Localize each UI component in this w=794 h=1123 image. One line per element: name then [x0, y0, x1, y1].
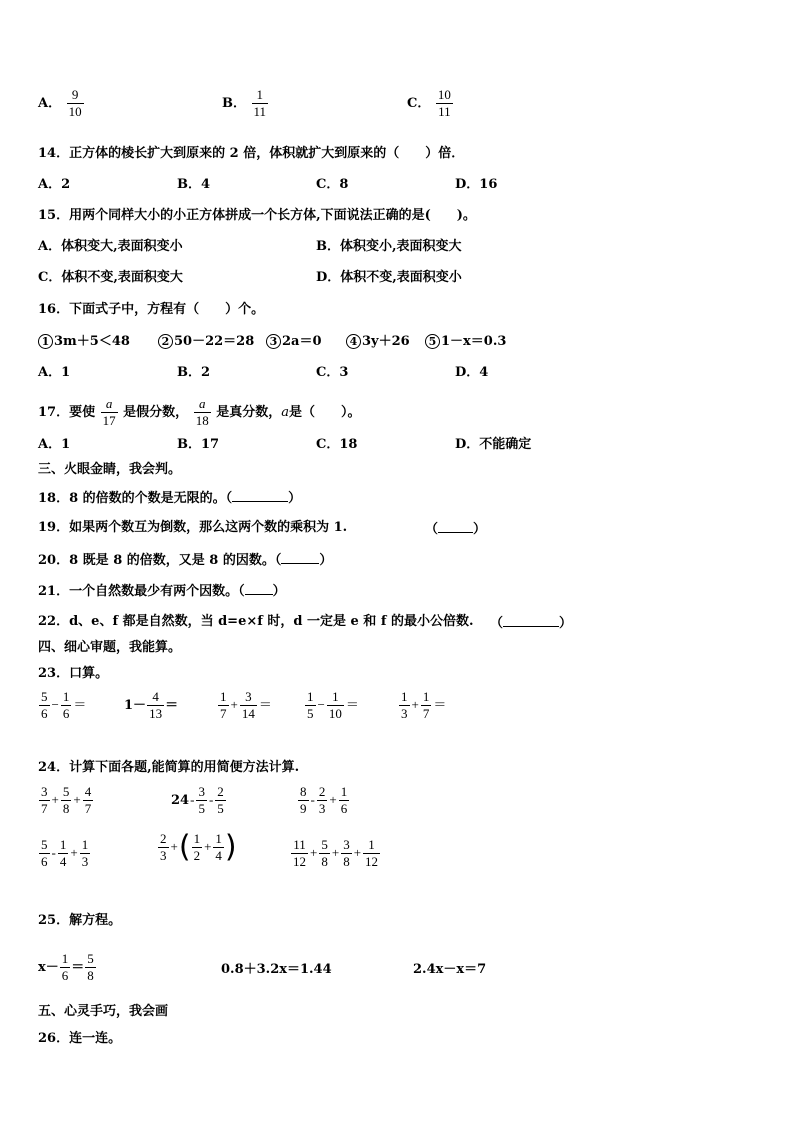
q16-option-c: C．3: [316, 365, 349, 380]
q25-eq-2: 0.8＋3.2x＝1.44: [221, 962, 332, 977]
q23-stem: 23．口算。: [38, 666, 109, 681]
answer-blank[interactable]: [232, 488, 288, 502]
q15-option-c: C．体积不变,表面积变大: [38, 270, 183, 285]
fraction: $\frac{2}{5}$: [217, 784, 224, 816]
q18: 18．8 的倍数的个数是无限的。（ ）: [38, 488, 301, 508]
q24-expr-2: 24- $\frac{3}{5}$ - $\frac{2}{5}$: [171, 784, 224, 816]
q15-option-b: B．体积变小,表面积变大: [316, 239, 462, 254]
q24-expr-1: $\frac{3}{7}$ + $\frac{5}{8}$ + $\frac{4}{7}$: [41, 784, 92, 816]
q16-item-2: 2 50－22＝28: [158, 333, 254, 351]
fraction: $\frac{1}{6}$: [340, 784, 348, 816]
q16-option-a: A．1: [38, 365, 71, 380]
q23-expr-2: 1－ $\frac{4}{13}$ ＝: [124, 689, 179, 721]
q14-option-c: C．8: [316, 177, 349, 192]
answer-blank[interactable]: [245, 581, 273, 595]
circled-number: 2: [158, 334, 173, 349]
q17-stem: 17．要使 $\frac{a}{17}$ 是假分数， $\frac{a}{18}$ 是真分数，a是（ ）。: [38, 396, 361, 428]
fraction: $\frac{3}{5}$: [198, 784, 205, 816]
answer-blank[interactable]: [438, 519, 473, 533]
fraction: $\frac{a}{17}$: [102, 396, 116, 428]
fraction: $\frac{a}{18}$: [195, 396, 209, 428]
q17-option-b: B．17: [177, 437, 220, 452]
q24-expr-5: $\frac{2}{3}$ +( $\frac{1}{2}$ + $\frac{1}{4}$ ): [160, 829, 237, 865]
answer-blank[interactable]: [503, 613, 559, 627]
fraction: $\frac{2}{3}$: [160, 831, 167, 863]
fraction: $\frac{1}{7}$: [220, 689, 227, 721]
fraction: $\frac{1}{6}$: [61, 951, 69, 983]
fraction: $\frac{4}{7}$: [84, 784, 92, 816]
fraction: $\frac{1}{7}$: [422, 689, 430, 721]
fraction: $\frac{5}{8}$: [321, 837, 328, 869]
q20: 20．8 既是 8 的倍数，又是 8 的因数。（ ）: [38, 550, 332, 570]
fraction: $\frac{1}{11}$: [253, 87, 267, 119]
q22-answer: （ ）: [490, 613, 572, 633]
q24-expr-4: $\frac{5}{6}$ - $\frac{1}{4}$ + $\frac{1}{3}$: [41, 837, 89, 869]
q13-option-a: A． $\frac{9}{10}$: [38, 87, 82, 119]
fraction: $\frac{3}{8}$: [343, 837, 350, 869]
q17-option-a: A．1: [38, 437, 71, 452]
q14-option-a: A．2: [38, 177, 71, 192]
fraction: $\frac{1}{6}$: [62, 689, 70, 721]
circled-number: 1: [38, 334, 53, 349]
fraction: $\frac{1}{2}$: [193, 831, 201, 863]
q13-option-c: C． $\frac{10}{11}$: [407, 87, 451, 119]
q23-expr-1: $\frac{5}{6}$ − $\frac{1}{6}$ ＝: [41, 689, 87, 721]
section-5-heading: 五、心灵手巧，我会画: [38, 1004, 169, 1019]
circled-number: 3: [266, 334, 281, 349]
fraction: $\frac{1}{10}$: [328, 689, 342, 721]
section-3-heading: 三、火眼金睛，我会判。: [38, 462, 182, 477]
fraction: $\frac{1}{4}$: [59, 837, 67, 869]
fraction: $\frac{3}{14}$: [241, 689, 255, 721]
fraction: $\frac{1}{12}$: [365, 837, 379, 869]
q22: 22．d、e、f 都是自然数，当 d=e×f 时，d 一定是 e 和 f 的最小公倍数.: [38, 614, 474, 629]
section-4-heading: 四、细心审题，我能算。: [38, 640, 182, 655]
fraction: $\frac{1}{5}$: [307, 689, 314, 721]
q26-stem: 26．连一连。: [38, 1031, 122, 1046]
fraction: $\frac{3}{7}$: [41, 784, 48, 816]
q24-expr-6: $\frac{11}{12}$ + $\frac{5}{8}$ + $\frac{3}{8}$ + $\frac{1}{12}$: [293, 837, 379, 869]
q15-stem: 15．用两个同样大小的小正方体拼成一个长方体,下面说法正确的是( )。: [38, 208, 476, 223]
q17-option-c: C．18: [316, 437, 358, 452]
q16-item-1: 1 3m＋5＜48: [38, 333, 130, 351]
q25-eq-3: 2.4x－x＝7: [413, 962, 487, 977]
fraction: $\frac{1}{3}$: [401, 689, 408, 721]
q24-stem: 24．计算下面各题,能简算的用简便方法计算.: [38, 760, 300, 775]
fraction: $\frac{1}{4}$: [215, 831, 222, 863]
q25-eq-1: x－ $\frac{1}{6}$ ＝ $\frac{5}{8}$: [38, 951, 94, 983]
q14-option-d: D．16: [455, 177, 498, 192]
fraction: $\frac{2}{3}$: [318, 784, 326, 816]
fraction: $\frac{10}{11}$: [437, 87, 451, 119]
q19: 19．如果两个数互为倒数，那么这两个数的乘积为 1.: [38, 520, 348, 535]
q14-option-b: B．4: [177, 177, 211, 192]
q17-option-d: D．不能确定: [455, 437, 532, 452]
q13-option-b: B． $\frac{1}{11}$: [222, 87, 267, 119]
q24-expr-3: $\frac{8}{9}$ - $\frac{2}{3}$ + $\frac{1}{6}$: [300, 784, 348, 816]
circled-number: 4: [346, 334, 361, 349]
q16-stem: 16．下面式子中，方程有（ ）个。: [38, 302, 265, 317]
fraction: $\frac{5}{6}$: [41, 689, 48, 721]
q23-expr-5: $\frac{1}{3}$ + $\frac{1}{7}$ ＝: [401, 689, 447, 721]
q16-item-3: 3 2a＝0: [266, 333, 322, 351]
q16-option-b: B．2: [177, 365, 211, 380]
fraction: $\frac{5}{6}$: [41, 837, 48, 869]
circled-number: 5: [425, 334, 440, 349]
fraction: $\frac{9}{10}$: [68, 87, 82, 119]
fraction: $\frac{11}{12}$: [293, 837, 306, 869]
q14-stem: 14．正方体的棱长扩大到原来的 2 倍，体积就扩大到原来的（ ）倍．: [38, 146, 465, 161]
fraction: $\frac{1}{3}$: [81, 837, 89, 869]
q25-stem: 25．解方程。: [38, 913, 122, 928]
fraction: $\frac{4}{13}$: [149, 689, 163, 721]
q15-option-a: A．体积变大,表面积变小: [38, 239, 183, 254]
q15-option-d: D．体积不变,表面积变小: [316, 270, 462, 285]
q23-expr-3: $\frac{1}{7}$ + $\frac{3}{14}$ ＝: [220, 689, 272, 721]
q16-item-4: 4 3y＋26: [346, 333, 410, 351]
q16-option-d: D．4: [455, 365, 489, 380]
fraction: $\frac{5}{8}$: [62, 784, 70, 816]
fraction: $\frac{8}{9}$: [300, 784, 307, 816]
q19-answer: （ ）: [425, 519, 486, 539]
q21: 21．一个自然数最少有两个因数。（ ）: [38, 581, 286, 601]
fraction: $\frac{5}{8}$: [87, 951, 94, 983]
answer-blank[interactable]: [281, 550, 319, 564]
q16-item-5: 5 1－x＝0.3: [425, 333, 506, 351]
q23-expr-4: $\frac{1}{5}$ − $\frac{1}{10}$ ＝: [307, 689, 359, 721]
